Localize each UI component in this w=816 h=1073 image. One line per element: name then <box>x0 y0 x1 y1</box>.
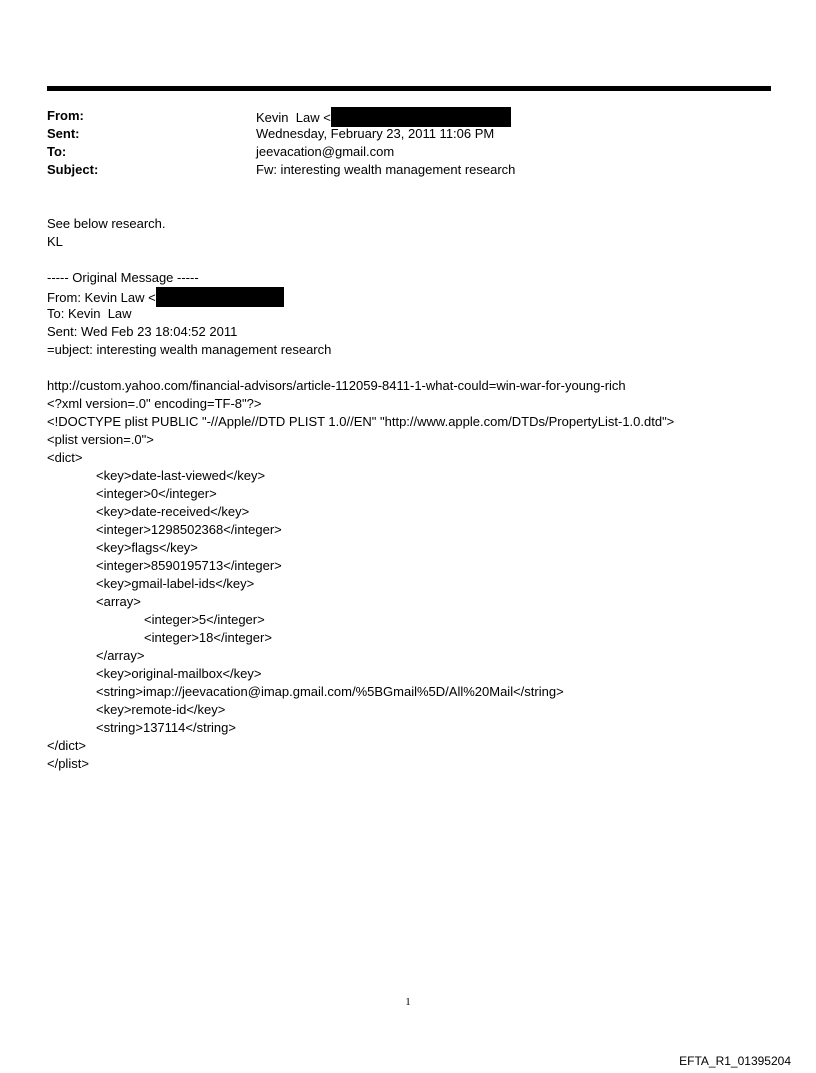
subject-label: Subject: <box>47 162 99 177</box>
plist-line: </plist> <box>47 756 89 771</box>
plist-line: <key>original-mailbox</key> <box>96 666 262 681</box>
plist-line: <plist version=.0"> <box>47 432 154 447</box>
subject-value: Fw: interesting wealth management research <box>256 162 516 177</box>
plist-line: <integer>18</integer> <box>144 630 272 645</box>
original-from: From: Kevin Law < <box>47 287 787 305</box>
from-label: From: <box>47 108 84 123</box>
page-number: 1 <box>405 996 411 1008</box>
original-message-divider: ----- Original Message ----- <box>47 270 199 285</box>
plist-line: <dict> <box>47 450 83 465</box>
sent-label: Sent: <box>47 126 80 141</box>
plist-line: <key>date-received</key> <box>96 504 250 519</box>
plist-line: <integer>5</integer> <box>144 612 265 627</box>
original-subject: =ubject: interesting wealth management research <box>47 342 332 357</box>
plist-line: <key>date-last-viewed</key> <box>96 468 266 483</box>
plist-line: </array> <box>96 648 145 663</box>
body-line: KL <box>47 234 63 249</box>
to-row <box>47 143 747 161</box>
sent-row <box>47 125 747 143</box>
original-sent: Sent: Wed Feb 23 18:04:52 2011 <box>47 324 238 339</box>
email-body <box>47 215 787 773</box>
plist-line: <!DOCTYPE plist PUBLIC "-//Apple//DTD PLIST 1.0//EN" "http://www.apple.com/DTDs/PropertyList-1.0.dtd"> <box>47 414 675 429</box>
document-stamp: EFTA_R1_01395204 <box>679 1054 791 1068</box>
redaction-box <box>331 107 511 127</box>
plist-line: <key>remote-id</key> <box>96 702 226 717</box>
article-link[interactable]: http://custom.yahoo.com/financial-advisors/article-112059-8411-1-what-could=win-war-for-young-rich <box>47 378 626 393</box>
plist-line: <integer>8590195713</integer> <box>96 558 282 573</box>
body-line: See below research. <box>47 216 166 231</box>
plist-line: <integer>0</integer> <box>96 486 217 501</box>
plist-line: <key>flags</key> <box>96 540 198 555</box>
plist-line: <integer>1298502368</integer> <box>96 522 282 537</box>
to-value: jeevacation@gmail.com <box>256 144 395 159</box>
sent-value: Wednesday, February 23, 2011 11:06 PM <box>256 126 495 141</box>
original-to: To: Kevin Law <box>47 306 132 321</box>
plist-line: <?xml version=.0" encoding=TF-8"?> <box>47 396 262 411</box>
subject-row <box>47 161 747 179</box>
plist-line: <string>137114</string> <box>96 720 236 735</box>
plist-line: <key>gmail-label-ids</key> <box>96 576 255 591</box>
to-label: To: <box>47 144 67 159</box>
from-row <box>47 107 747 125</box>
from-value: Kevin Law < <box>256 107 511 127</box>
redaction-box <box>156 287 284 307</box>
plist-line: <string>imap://jeevacation@imap.gmail.com/%5BGmail%5D/All%20Mail</string> <box>96 684 564 699</box>
header-rule <box>47 86 771 91</box>
plist-line: </dict> <box>47 738 87 753</box>
plist-line: <array> <box>96 594 141 609</box>
